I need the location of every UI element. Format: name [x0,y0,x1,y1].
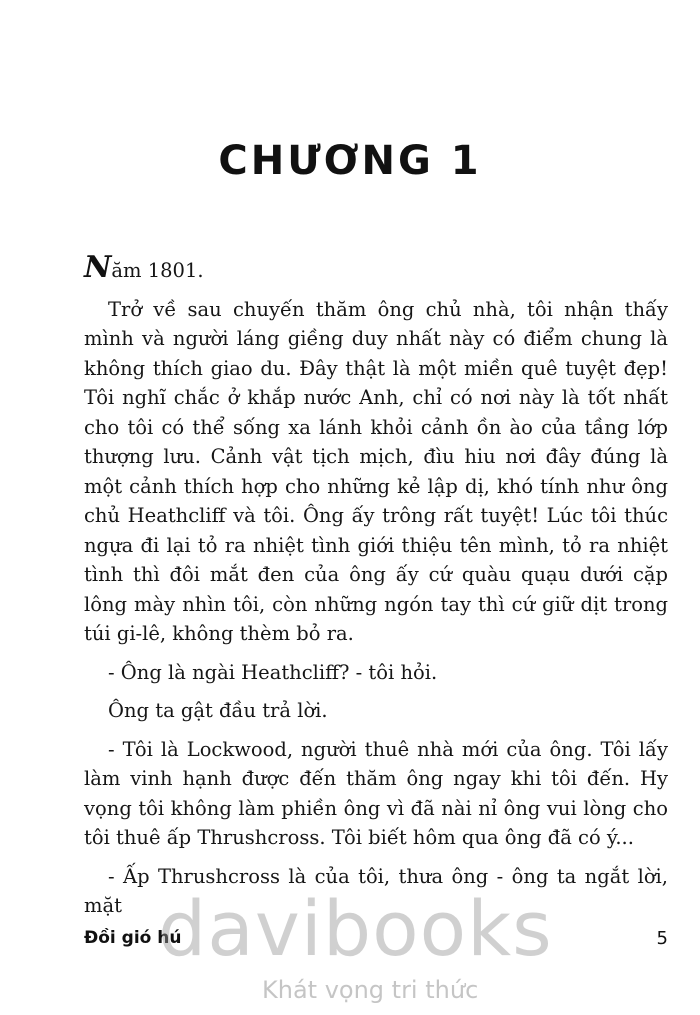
page-number: 5 [656,928,668,949]
paragraph-5: - Tôi là Lockwood, người thuê nhà mới của ông. Tôi lấy làm vinh hạnh được đến thăm ông ngay khi tôi đến. Hy vọng tôi không làm phiền ông vì đã nài nỉ ông vui lòng cho tôi thuê ấp Thrushcross. Tôi biết hôm qua ông đã có ý... [84,737,668,849]
body-text [84,250,668,921]
paragraph-opening [84,250,668,286]
paragraph-3: - Ông là ngài Heathcliff? - tôi hỏi. [108,660,438,684]
paragraph-2: Trở về sau chuyến thăm ông chủ nhà, tôi nhận thấy mình và người láng giềng duy nhất này có điểm chung là không thích giao du. Đây thật là một miền quê tuyệt đẹp! Tôi nghĩ chắc ở khắp nước Anh, chỉ có nơi này là tốt nhất cho tôi có thể sống xa lánh khỏi cảnh ồn ào của tầng lớp thượng lưu. Cảnh vật tịch mịch, đìu hiu nơi đây đúng là một cảnh thích hợp cho những kẻ lập dị, khó tính như ông chủ Heathcliff và tôi. Ông ấy trông rất tuyệt! Lúc tôi thúc ngựa đi lại tỏ ra nhiệt tình giới thiệu tên mình, tỏ ra nhiệt tình thì đôi mắt đen của ông ấy cứ quàu quạu dưới cặp lông mày nhìn tôi, còn những ngón tay thì cứ giữ dịt trong túi gi-lê, không thèm bỏ ra. [84,297,668,645]
footer-book-title: Đồi gió hú [84,928,182,948]
paragraph-6: - Ấp Thrushcross là của tôi, thưa ông - ông ta ngắt lời, mặt [84,864,668,917]
opening-text: ăm 1801. [111,259,204,282]
watermark-logo: davibooks [158,884,553,973]
watermark-tagline: Khát vọng tri thức [262,976,479,1004]
paragraph-4: Ông ta gật đầu trả lời. [108,699,328,722]
drop-cap: N [84,250,112,285]
chapter-title: CHƯƠNG 1 [218,138,482,184]
